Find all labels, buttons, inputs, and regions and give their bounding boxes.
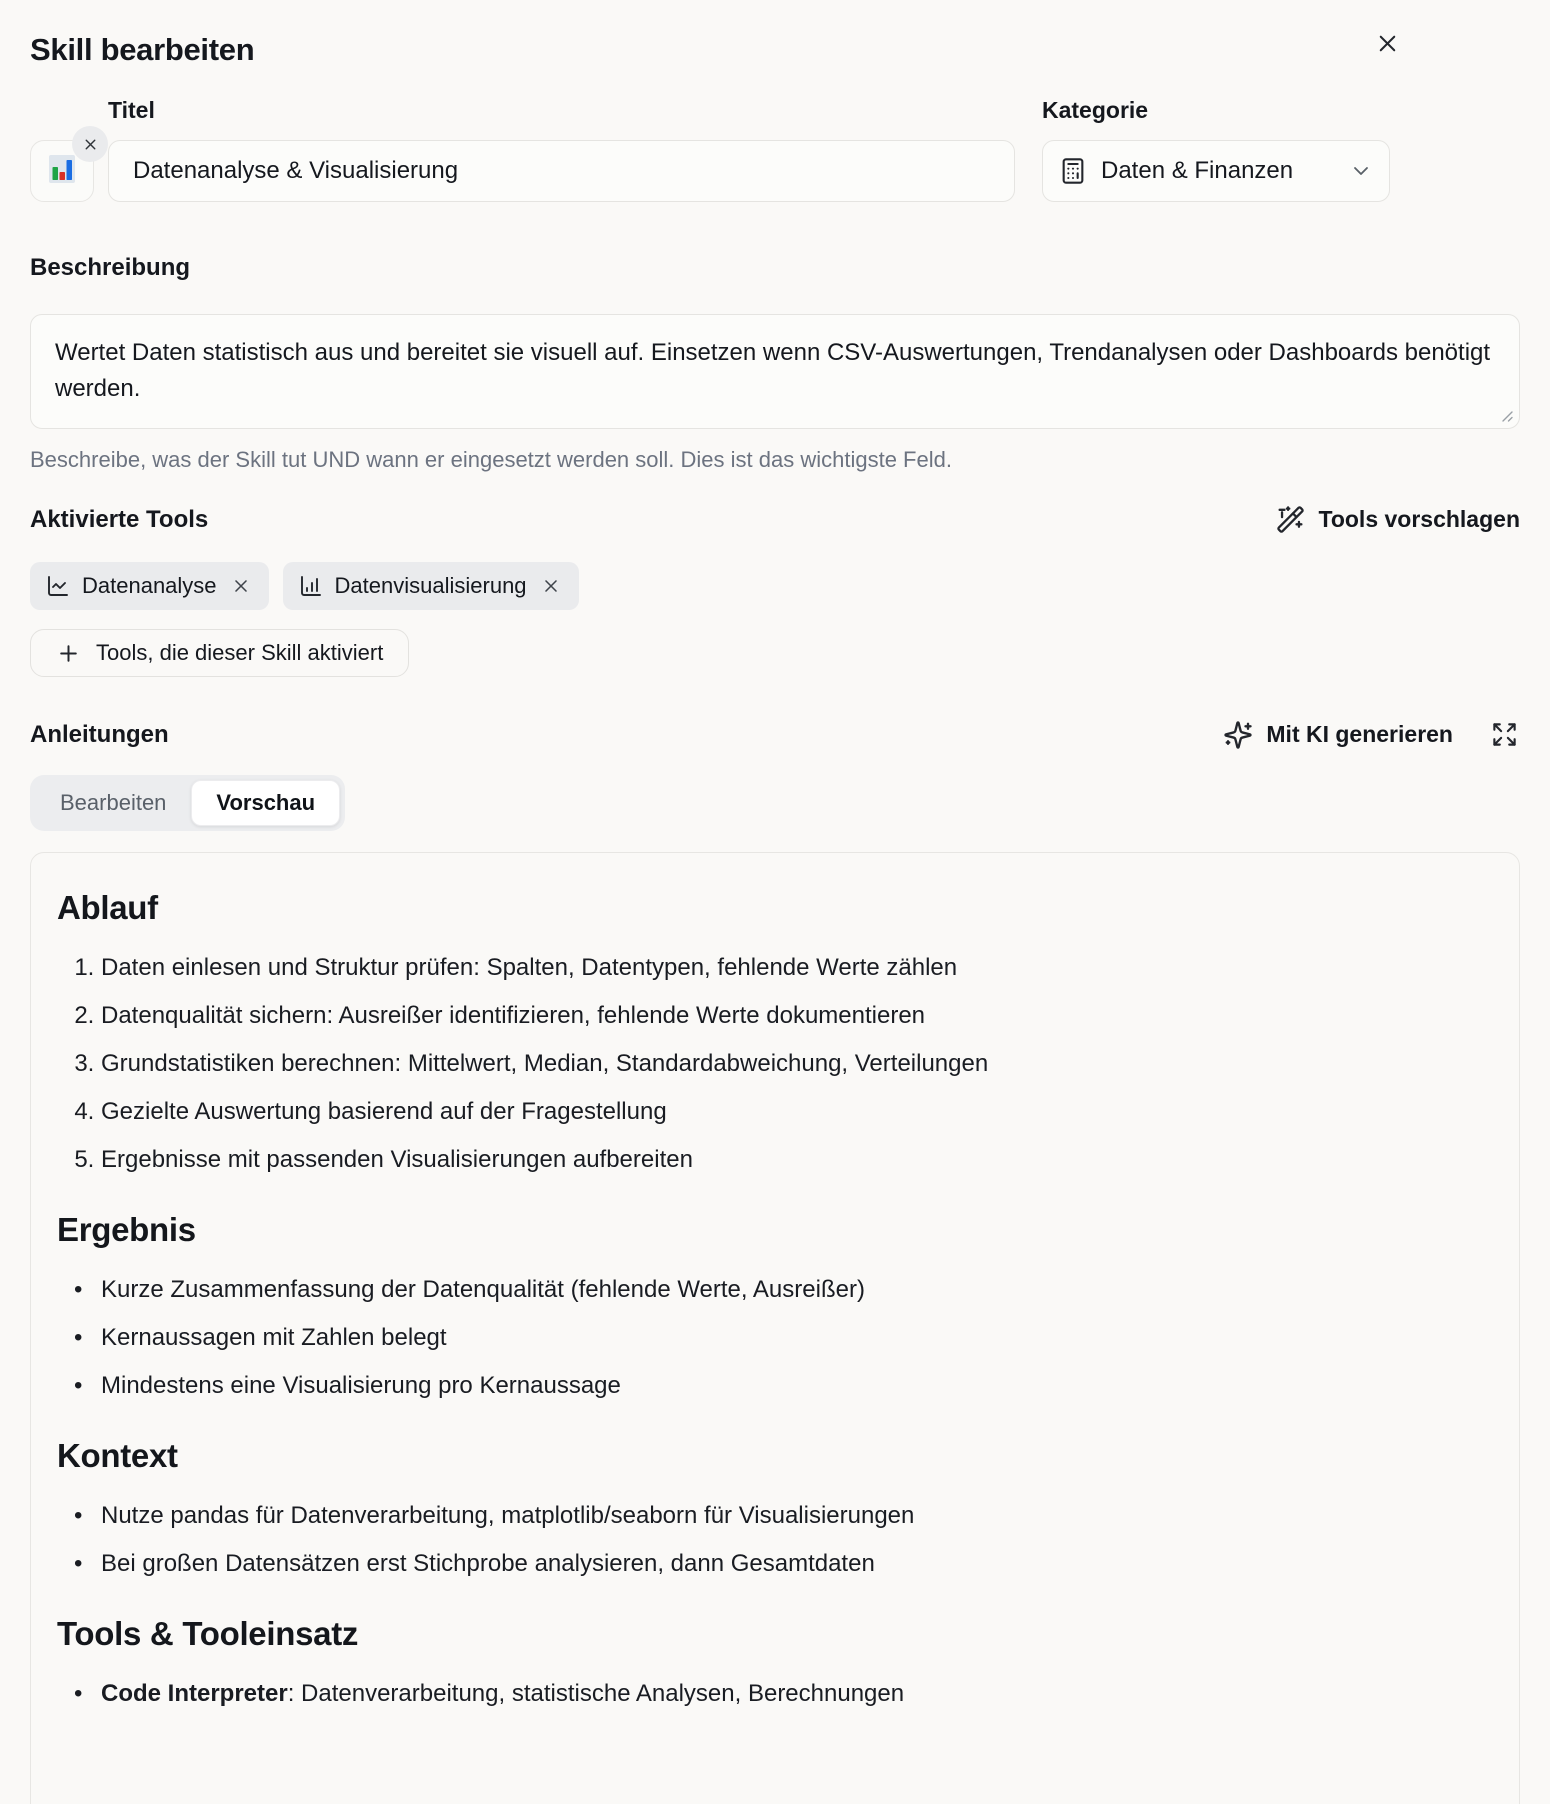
suggest-tools-label: Tools vorschlagen bbox=[1318, 506, 1520, 532]
add-tools-label: Tools, die dieser Skill aktiviert bbox=[96, 640, 384, 665]
title-input[interactable] bbox=[108, 140, 1015, 202]
resize-handle-icon[interactable] bbox=[1499, 408, 1514, 423]
skill-emoji-button[interactable] bbox=[30, 140, 94, 202]
plus-icon bbox=[56, 641, 81, 666]
list-item: • Mindestens eine Visualisierung pro Kernaussage bbox=[101, 1371, 1491, 1401]
ablauf-list bbox=[57, 953, 1491, 1175]
ergebnis-list bbox=[57, 1275, 1491, 1401]
tab-vorschau[interactable]: Vorschau bbox=[191, 780, 340, 826]
remove-emoji-icon[interactable] bbox=[72, 126, 108, 162]
list-item: • Kernaussagen mit Zahlen belegt bbox=[101, 1323, 1491, 1353]
list-item: 1. Daten einlesen und Struktur prüfen: Spalten, Datentypen, fehlende Werte zählen bbox=[101, 953, 1491, 983]
list-item-text: : Datenverarbeitung, statistische Analysen, Berechnungen bbox=[287, 1680, 905, 1707]
category-label: Kategorie bbox=[1042, 97, 1149, 123]
generate-ai-label: Mit KI generieren bbox=[1266, 721, 1453, 747]
list-item: 2. Datenqualität sichern: Ausreißer identifizieren, fehlende Werte dokumentieren bbox=[101, 1001, 1491, 1031]
tool-tag-datenvisualisierung[interactable] bbox=[283, 562, 579, 610]
sparkles-icon bbox=[1223, 720, 1253, 750]
description-textarea[interactable] bbox=[30, 314, 1520, 429]
title-label: Titel bbox=[108, 97, 155, 123]
editor-preview-tabs bbox=[30, 775, 345, 831]
tool-tags bbox=[30, 562, 1520, 610]
preview-heading-ergebnis: Ergebnis bbox=[57, 1211, 196, 1248]
preview-heading-kontext: Kontext bbox=[57, 1437, 178, 1474]
description-label: Beschreibung bbox=[30, 254, 191, 281]
instructions-label: Anleitungen bbox=[30, 720, 169, 748]
suggest-tools-button[interactable] bbox=[1276, 505, 1520, 534]
list-item: • Kurze Zusammenfassung der Datenqualität (fehlende Werte, Ausreißer) bbox=[101, 1275, 1491, 1305]
chart-column-icon bbox=[299, 574, 323, 598]
tool-tag-label: Datenvisualisierung bbox=[334, 573, 527, 598]
chevron-down-icon bbox=[1349, 159, 1373, 183]
dialog-title: Skill bearbeiten bbox=[30, 32, 255, 67]
category-value: Daten & Finanzen bbox=[1101, 157, 1294, 184]
wand-sparkles-icon bbox=[1276, 505, 1305, 534]
tool-tag-label: Datenanalyse bbox=[82, 573, 217, 598]
tool-tag-datenanalyse[interactable] bbox=[30, 562, 269, 610]
expand-icon[interactable] bbox=[1489, 719, 1520, 750]
list-item: 5. Ergebnisse mit passenden Visualisierungen aufbereiten bbox=[101, 1145, 1491, 1175]
description-helper: Beschreibe, was der Skill tut UND wann er eingesetzt werden soll. Dies ist das wichtigste Feld. bbox=[30, 447, 952, 472]
generate-ai-button[interactable] bbox=[1223, 720, 1453, 750]
category-select[interactable] bbox=[1042, 140, 1390, 202]
list-item bbox=[101, 1679, 1491, 1709]
preview-heading-ablauf: Ablauf bbox=[57, 889, 158, 926]
kontext-list bbox=[57, 1501, 1491, 1579]
remove-tag-icon[interactable] bbox=[229, 574, 253, 598]
tools-list bbox=[57, 1679, 1491, 1709]
tab-bearbeiten[interactable]: Bearbeiten bbox=[35, 780, 191, 826]
calculator-icon bbox=[1059, 157, 1087, 185]
list-item-bold: Code Interpreter bbox=[101, 1680, 288, 1707]
add-tools-button[interactable] bbox=[30, 629, 409, 677]
tools-section-label: Aktivierte Tools bbox=[30, 505, 209, 533]
bar-chart-emoji-icon bbox=[44, 151, 80, 192]
preview-heading-tools: Tools & Tooleinsatz bbox=[57, 1615, 359, 1652]
chart-line-icon bbox=[46, 574, 70, 598]
list-item: 3. Grundstatistiken berechnen: Mittelwert, Median, Standardabweichung, Verteilungen bbox=[101, 1049, 1491, 1079]
instructions-preview-panel bbox=[30, 852, 1520, 1804]
list-item: • Nutze pandas für Datenverarbeitung, matplotlib/seaborn für Visualisierungen bbox=[101, 1501, 1491, 1531]
list-item: • Bei großen Datensätzen erst Stichprobe analysieren, dann Gesamtdaten bbox=[101, 1549, 1491, 1579]
remove-tag-icon[interactable] bbox=[539, 574, 563, 598]
list-item: 4. Gezielte Auswertung basierend auf der Fragestellung bbox=[101, 1097, 1491, 1127]
close-icon[interactable] bbox=[1370, 26, 1405, 61]
